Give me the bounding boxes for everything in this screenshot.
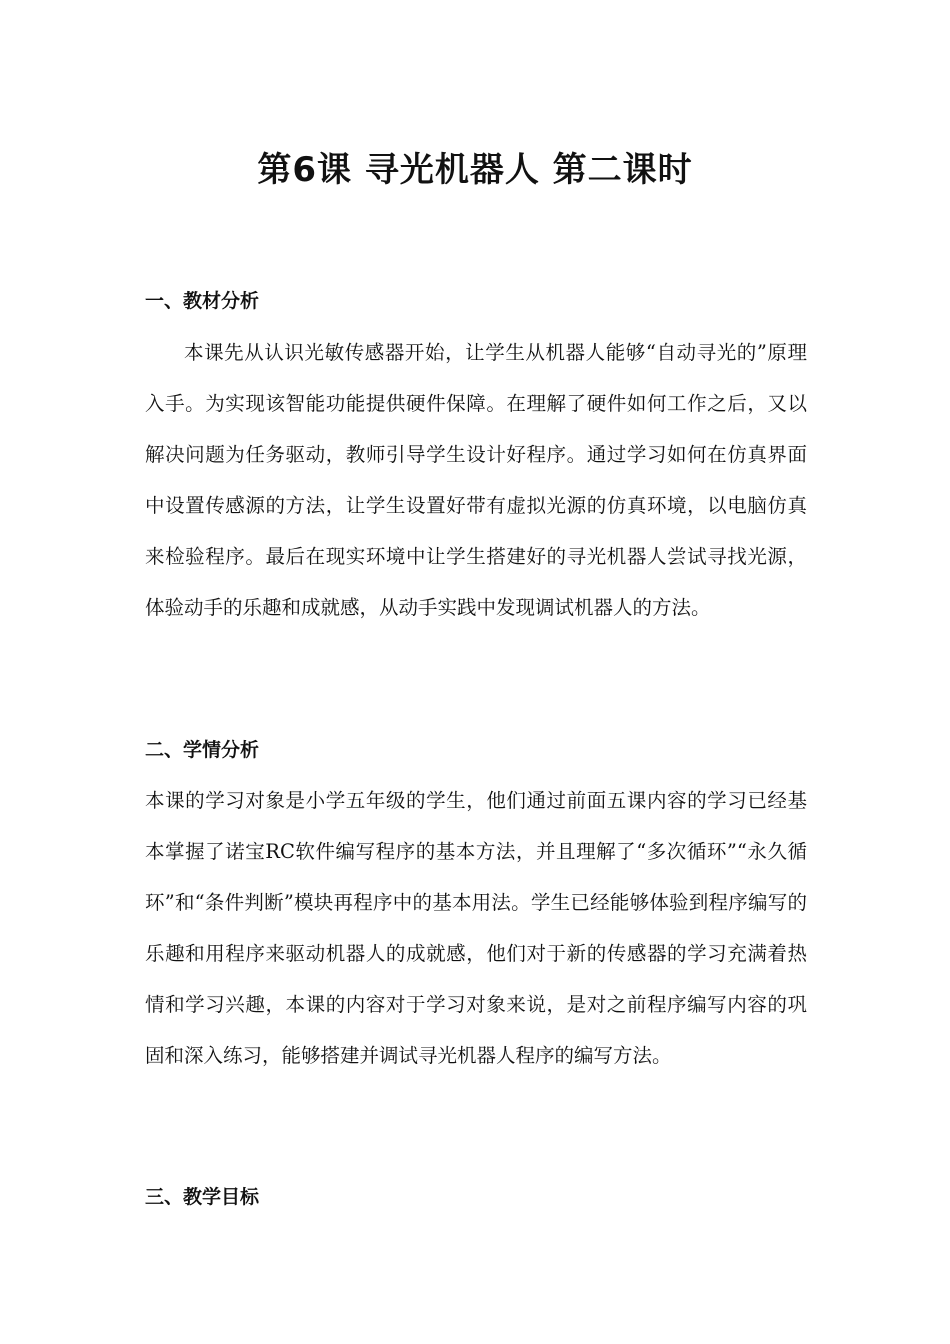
- section-heading-teaching-objectives: 三、教学目标: [145, 1186, 260, 1208]
- section-heading-textbook-analysis: 一、教材分析: [145, 290, 260, 312]
- section-heading-student-analysis: 二、学情分析: [145, 739, 260, 761]
- section-body-student-analysis: 本课的学习对象是小学五年级的学生，他们通过前面五课内容的学习已经基本掌握了诺宝RC软件编写程序的基本方法，并且理解了“多次循环”“永久循环”和“条件判断”模块再程序中的基本用法。学生已经能够体验到程序编写的乐趣和用程序来驱动机器人的成就感，他们对于新的传感器的学习充满着热情和学习兴趣，本课的内容对于学习对象来说，是对之前程序编写内容的巩固和深入练习，能够搭建并调试寻光机器人程序的编写方法。: [145, 789, 807, 1067]
- section-body-textbook-analysis: 本课先从认识光敏传感器开始，让学生从机器人能够“自动寻光的”原理入手。为实现该智能功能提供硬件保障。在理解了硬件如何工作之后，又以解决问题为任务驱动，教师引导学生设计好程序。通过学习如何在仿真界面中设置传感源的方法，让学生设置好带有虚拟光源的仿真环境，以电脑仿真来检验程序。最后在现实环境中让学生搭建好的寻光机器人尝试寻找光源，体验动手的乐趣和成就感，从动手实践中发现调试机器人的方法。: [145, 341, 807, 619]
- document-title: 第6课 寻光机器人 第二课时: [257, 150, 693, 190]
